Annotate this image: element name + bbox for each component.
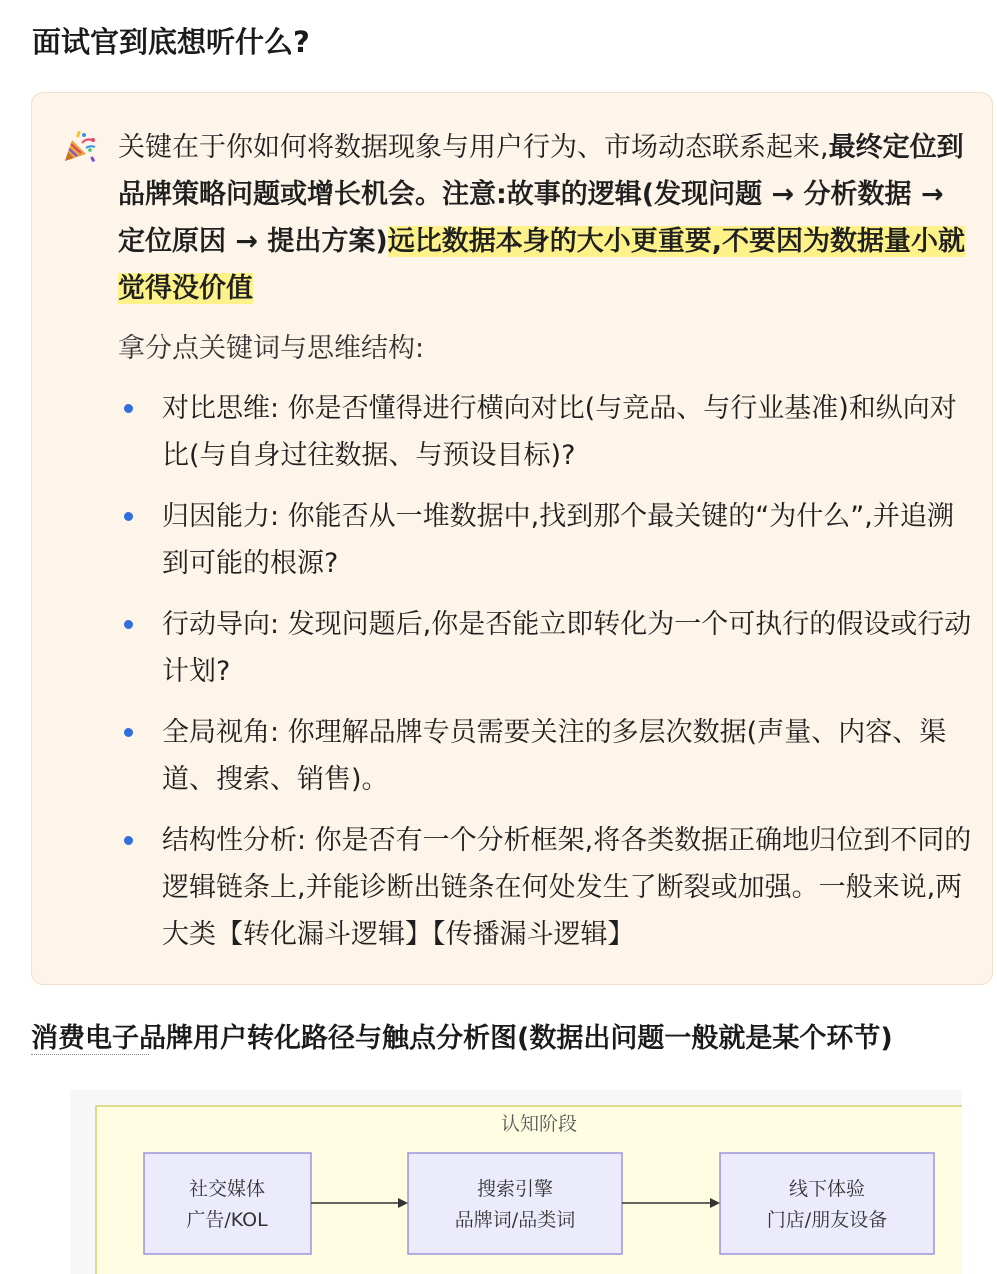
node-offline-experience bbox=[720, 1153, 934, 1254]
diagram-canvas bbox=[70, 1090, 962, 1274]
list-item bbox=[118, 817, 973, 958]
node-social-media bbox=[144, 1153, 311, 1254]
list-item bbox=[118, 493, 973, 587]
list-item bbox=[118, 385, 973, 479]
bullet-dot bbox=[124, 404, 133, 413]
conversion-path-diagram bbox=[70, 1090, 962, 1274]
node-label-line2: 广告/KOL bbox=[186, 1209, 268, 1231]
keywords-subheading: 拿分点关键词与思维结构: bbox=[118, 333, 425, 364]
node-label-line1: 社交媒体 bbox=[188, 1178, 266, 1200]
page-title: 面试官到底想听什么? bbox=[32, 25, 310, 59]
keywords-list bbox=[118, 385, 973, 972]
list-item bbox=[118, 601, 973, 695]
list-item-text: 对比思维: 你是否懂得进行横向对比(与竞品、与行业基准)和纵向对比(与自身过往数据、与预设目标)? bbox=[162, 393, 957, 471]
lead-plain: 关键在于你如何将数据现象与用户行为、市场动态联系起来, bbox=[118, 132, 829, 163]
list-item-text: 归因能力: 你能否从一堆数据中,找到那个最关键的“为什么”,并追溯到可能的根源? bbox=[162, 501, 954, 579]
node-label-line2: 品牌词/品类词 bbox=[454, 1209, 576, 1231]
list-item-text: 行动导向: 发现问题后,你是否能立即转化为一个可执行的假设或行动计划? bbox=[162, 609, 972, 687]
bullet-dot bbox=[124, 728, 133, 737]
list-item-text: 结构性分析: 你是否有一个分析框架,将各类数据正确地归位到不同的逻辑链条上,并能诊断出链条在何处发生了断裂或加强。一般来说,两大类【转化漏斗逻辑】【传播漏斗逻辑】 bbox=[162, 825, 972, 950]
node-label-line1: 线下体验 bbox=[788, 1178, 866, 1200]
list-item bbox=[118, 709, 973, 803]
node-label-line1: 搜索引擎 bbox=[476, 1178, 554, 1200]
list-item-text: 全局视角: 你理解品牌专员需要关注的多层次数据(声量、内容、渠道、搜索、销售)。 bbox=[162, 717, 947, 795]
stage-label: 认知阶段 bbox=[500, 1113, 578, 1135]
node-label-line2: 门店/朋友设备 bbox=[766, 1209, 888, 1231]
node-search-engine bbox=[408, 1153, 622, 1254]
lead-highlight: 远比数据本身的大小更重要,不要因为数据量小就觉得没价值 bbox=[118, 226, 966, 304]
section-heading: 消费电子品牌用户转化路径与触点分析图(数据出问题一般就是某个环节) bbox=[31, 1023, 893, 1054]
party-popper-icon bbox=[62, 128, 98, 164]
bullet-dot bbox=[124, 836, 133, 845]
bullet-dot bbox=[124, 512, 133, 521]
lead-bold: 最终定位到品牌策略问题或增长机会。注意:故事的逻辑(发现问题 → 分析数据 → 定位原因 → 提出方案) bbox=[118, 132, 964, 257]
callout-lead-text bbox=[118, 124, 973, 312]
heading-link-underline bbox=[31, 1054, 149, 1055]
bullet-dot bbox=[124, 620, 133, 629]
